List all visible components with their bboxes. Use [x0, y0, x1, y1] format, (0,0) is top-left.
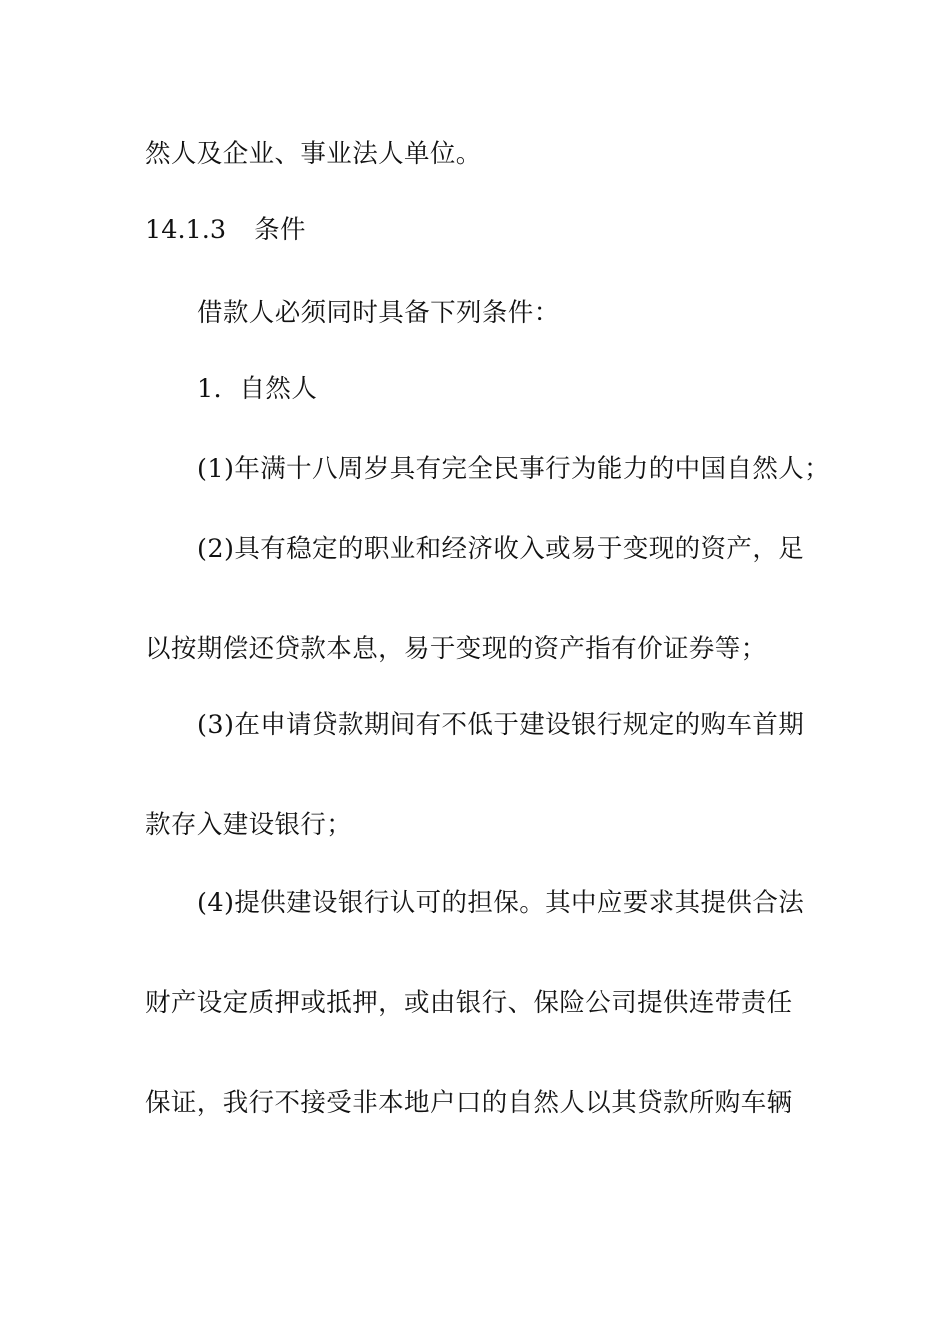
section-heading — [145, 213, 306, 247]
condition-item-3: (3)在申请贷款期间有不低于建设银行规定的购车首期 — [197, 710, 805, 740]
condition-item-1: (1)年满十八周岁具有完全民事行为能力的中国自然人； — [197, 454, 831, 484]
paragraph-continuation: 然人及企业、事业法人单位。 — [145, 139, 482, 169]
condition-item-4-continuation-2: 保证，我行不接受非本地户口的自然人以其贷款所购车辆 — [145, 1088, 793, 1118]
condition-item-2-continuation: 以按期偿还贷款本息，易于变现的资产指有价证券等； — [145, 634, 767, 664]
list-heading-natural-person: 1．自然人 — [197, 374, 318, 404]
condition-item-4: (4)提供建设银行认可的担保。其中应要求其提供合法 — [197, 888, 805, 918]
section-title: 条件 — [254, 215, 306, 245]
conditions-intro: 借款人必须同时具备下列条件： — [197, 298, 560, 328]
section-number: 14.1.3 — [145, 215, 227, 245]
condition-item-3-continuation: 款存入建设银行； — [145, 810, 353, 840]
condition-item-4-continuation-1: 财产设定质押或抵押，或由银行、保险公司提供连带责任 — [145, 988, 793, 1018]
condition-item-2: (2)具有稳定的职业和经济收入或易于变现的资产，足 — [197, 534, 805, 564]
